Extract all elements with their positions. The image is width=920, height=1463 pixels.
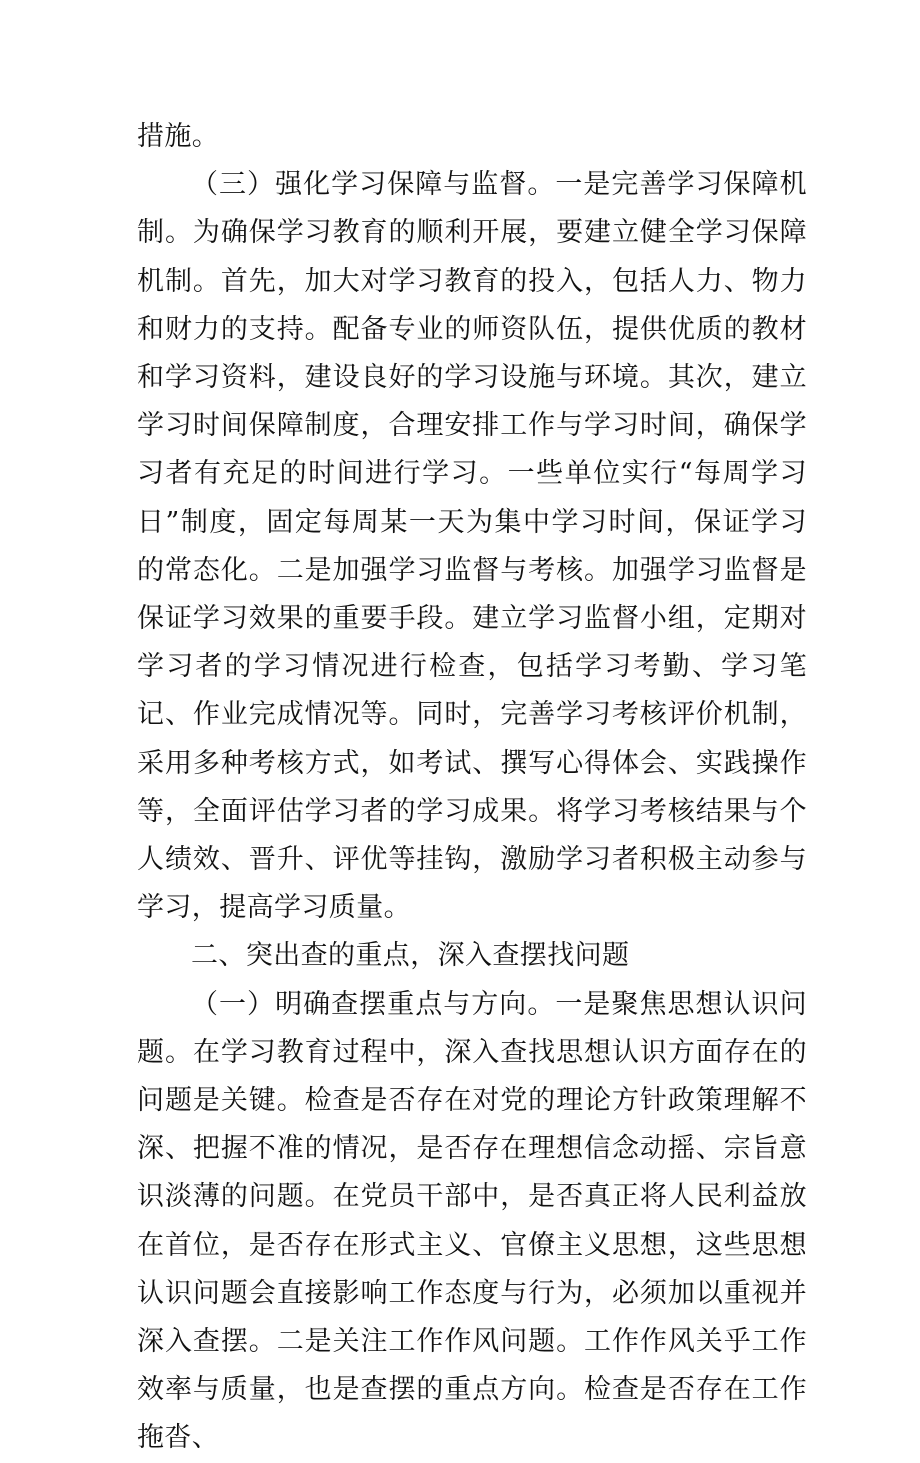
document-body bbox=[137, 113, 807, 1463]
paragraph-inspection-focus: （一）明确查摆重点与方向。一是聚焦思想认识问题。在学习教育过程中，深入查找思想认识方面存在的问题是关键。检查是否存在对党的理论方针政策理解不深、把握不准的情况，是否存在理想信念动摇、宗旨意识淡薄的问题。在党员干部中，是否真正将人民利益放在首位，是否存在形式主义、官僚主义思想，这些思想认识问题会直接影响工作态度与行为，必须加以重视并深入查摆。二是关注工作作风问题。工作作风关乎工作效率与质量，也是查摆的重点方向。检查是否存在工作拖沓、 bbox=[137, 988, 807, 1454]
paragraph-continuation: 措施。 bbox=[137, 121, 220, 152]
section-heading: 二、突出查的重点，深入查摆找问题 bbox=[191, 940, 630, 972]
paragraph-learning-guarantee: （三）强化学习保障与监督。一是完善学习保障机制。为确保学习教育的顺利开展，要建立健全学习保障机制。首先，加大对学习教育的投入，包括人力、物力和财力的支持。配备专业的师资队伍，提供优质的教材和学习资料，建设良好的学习设施与环境。其次，建立学习时间保障制度，合理安排工作与学习时间，确保学习者有充足的时间进行学习。一些单位实行“每周学习日”制度，固定每周某一天为集中学习时间，保证学习的常态化。二是加强学习监督与考核。加强学习监督是保证学习效果的重要手段。建立学习监督小组，定期对学习者的学习情况进行检查，包括学习考勤、学习笔记、作业完成情况等。同时，完善学习考核评价机制，采用多种考核方式，如考试、撰写心得体会、实践操作等，全面评估学习者的学习成果。将学习考核结果与个人绩效、晋升、评优等挂钩，激励学习者积极主动参与学习，提高学习质量。 bbox=[137, 169, 807, 924]
